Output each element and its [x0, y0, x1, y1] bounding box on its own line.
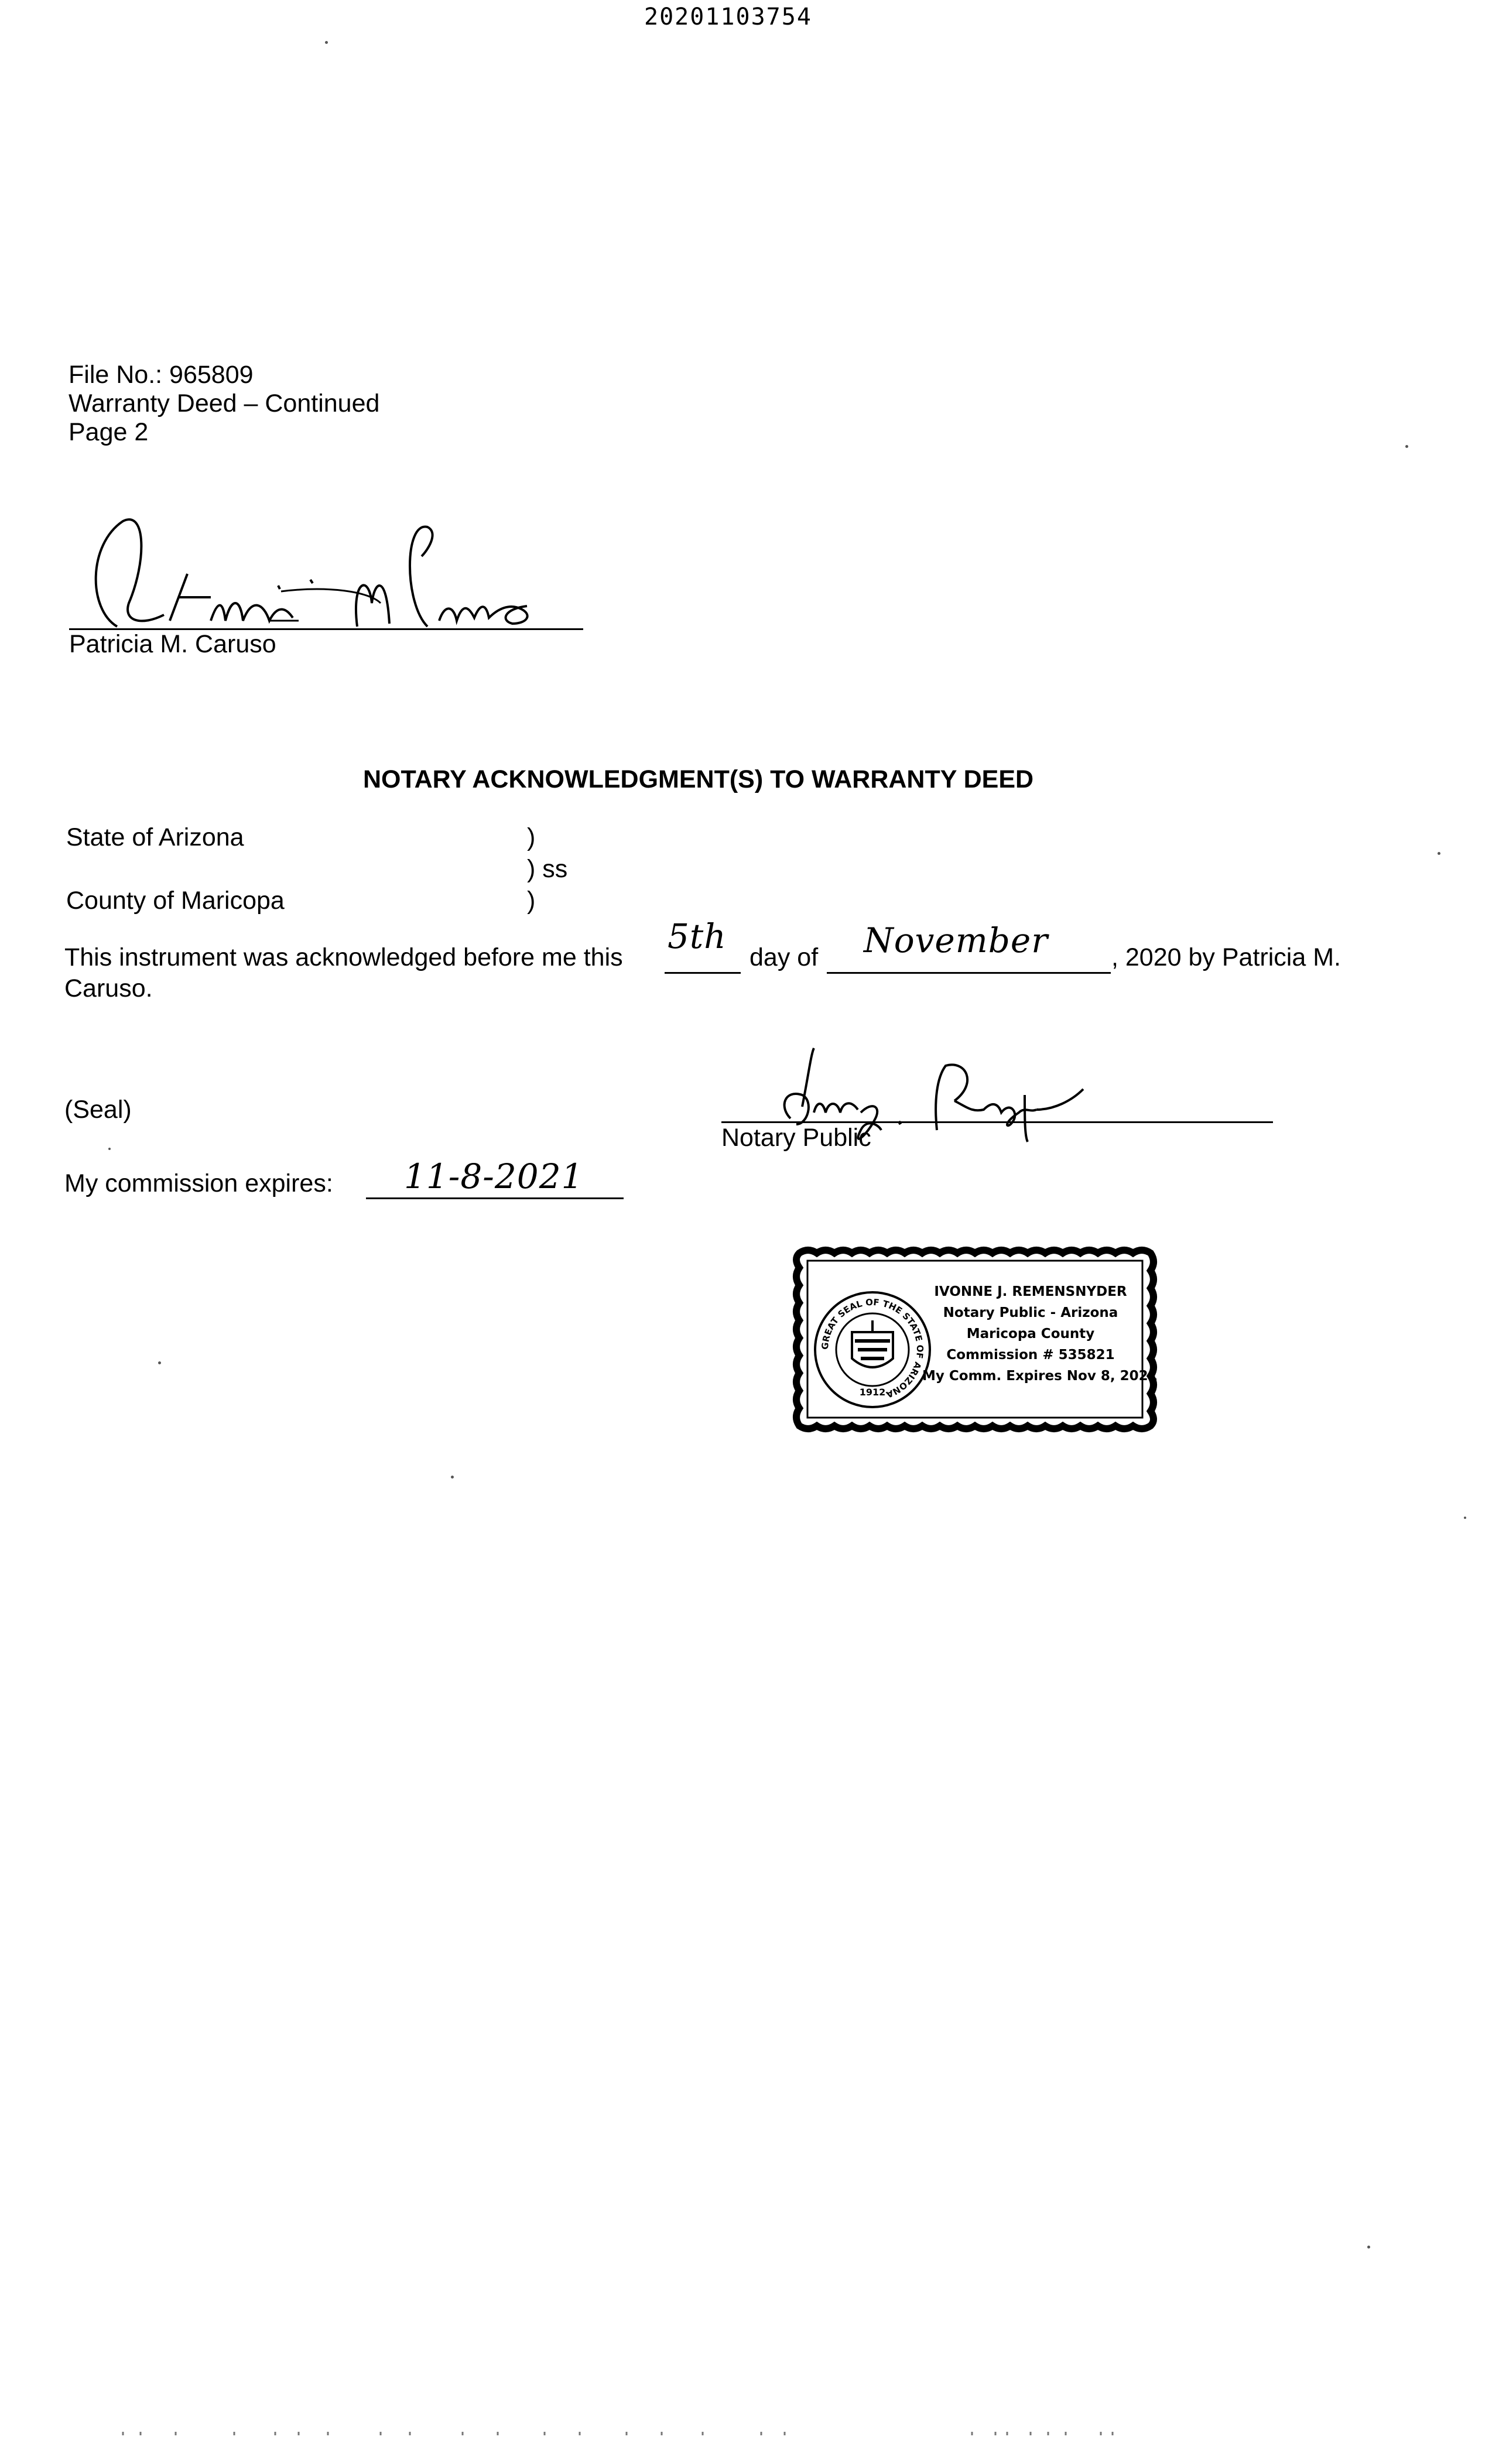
document-title: Warranty Deed – Continued	[69, 389, 380, 417]
section-heading: NOTARY ACKNOWLEDGMENT(S) TO WARRANTY DEED	[363, 765, 1034, 793]
commission-label: My commission expires:	[64, 1169, 333, 1197]
venue-ss: ) ss	[527, 855, 568, 883]
page-number: Page 2	[69, 418, 149, 446]
stamp-notary-name: IVONNE J. REMENSNYDER	[934, 1284, 1127, 1299]
scan-speck	[451, 1476, 454, 1479]
scan-speck	[1438, 852, 1440, 855]
scan-speck	[108, 1148, 111, 1150]
seal-ring-text: GREAT SEAL OF THE STATE OF ARIZONA	[819, 1296, 926, 1400]
stamp-expiration: My Comm. Expires Nov 8, 2021	[922, 1368, 1158, 1384]
commission-expiry-handwritten: 11-8-2021	[404, 1156, 584, 1196]
notary-label: Notary Public	[721, 1124, 871, 1152]
acknowledgment-line-2: Caruso.	[64, 974, 153, 1002]
scan-speck	[1367, 2246, 1370, 2249]
scan-speck	[158, 1361, 161, 1364]
seal-label: (Seal)	[64, 1096, 132, 1124]
scan-speck	[1405, 445, 1408, 448]
acknowledgment-month-handwritten: November	[864, 920, 1048, 960]
recording-number: 20201103754	[644, 4, 812, 30]
scan-speck	[325, 41, 328, 44]
scan-speck	[1464, 1517, 1466, 1519]
grantor-printed-name: Patricia M. Caruso	[69, 630, 276, 658]
venue-paren-1: )	[527, 823, 536, 851]
commission-blank-line	[366, 1197, 624, 1199]
file-number: File No.: 965809	[69, 361, 254, 389]
day-blank-line	[665, 972, 741, 974]
venue-paren-3: )	[527, 887, 536, 915]
stamp-county: Maricopa County	[966, 1326, 1095, 1341]
stamp-notary-title: Notary Public - Arizona	[943, 1305, 1118, 1320]
acknowledgment-day-handwritten: 5th	[668, 916, 727, 956]
notary-signature-line	[721, 1121, 1273, 1123]
venue-state: State of Arizona	[66, 823, 244, 851]
venue-county: County of Maricopa	[66, 887, 285, 915]
stamp-text-block	[922, 1281, 1158, 1387]
stamp-commission-number: Commission # 535821	[946, 1347, 1115, 1363]
seal-year: 1912	[859, 1387, 886, 1398]
acknowledgment-prefix: This instrument was acknowledged before me this	[64, 943, 623, 971]
acknowledgment-suffix: , 2020 by Patricia M.	[1111, 943, 1341, 971]
month-blank-line	[827, 972, 1111, 974]
grantor-signature	[76, 509, 591, 644]
scan-bottom-noise	[0, 2427, 1499, 2439]
acknowledgment-day-suffix: day of	[750, 943, 819, 971]
